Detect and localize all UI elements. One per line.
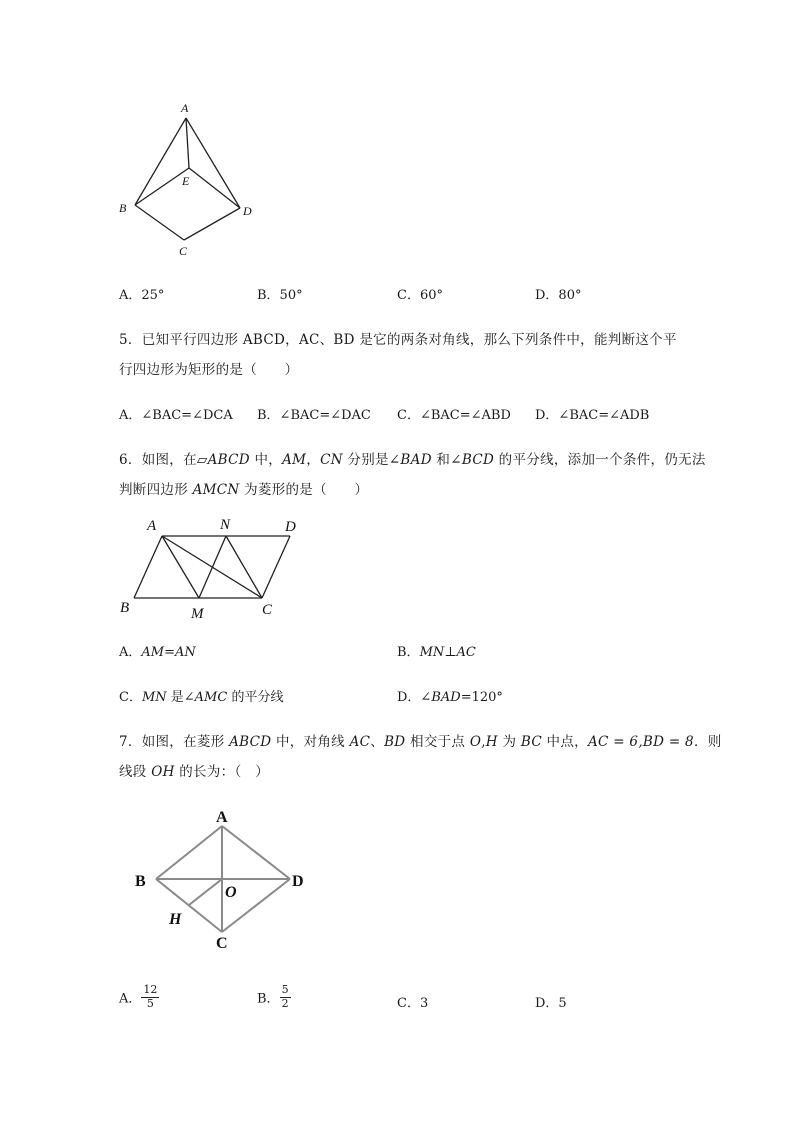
label-d: D (292, 873, 304, 890)
label-b: B (135, 873, 146, 890)
q5-option-a: A．∠BAC=∠DCA (119, 408, 233, 423)
q6-option-b: B．MN⊥AC (397, 645, 476, 660)
q6-option-c: C．MN 是∠AMC 的平分线 (119, 690, 284, 705)
q4-option-a: A．25° (119, 288, 165, 303)
label-h: H (169, 911, 182, 928)
q4-figure (110, 98, 270, 263)
label-a: A (147, 518, 157, 534)
label-n: N (220, 517, 231, 533)
q6-text-line2: 判断四边形 AMCN 为菱形的是（ ） (119, 482, 369, 498)
label-e: E (182, 174, 190, 188)
q4-option-c: C．60° (397, 288, 443, 303)
q5-option-b: B．∠BAC=∠DAC (257, 408, 371, 423)
q7-option-b: B． $\frac{5}{2}$ (257, 983, 289, 1010)
label-c: C (262, 602, 273, 618)
q6-option-d: D．∠BAD=120° (397, 690, 503, 705)
label-a: A (216, 809, 228, 826)
q5-option-d: D．∠BAC=∠ADB (535, 408, 650, 423)
q5-text-line2: 行四边形为矩形的是（ ） (119, 362, 299, 378)
q6-text-line1: 6．如图，在▱ABCD 中，AM，CN 分别是∠BAD 和∠BCD 的平分线，添加一个条件，仍无法 (119, 452, 706, 468)
q7-figure (130, 800, 320, 960)
q5-option-c: C．∠BAC=∠ABD (397, 408, 511, 423)
label-d: D (285, 519, 296, 535)
q7-option-a: A． $\frac{12}{5}$ (119, 983, 158, 1010)
label-c: C (179, 244, 188, 258)
q6-figure (112, 510, 308, 625)
q7-text-line1: 7．如图，在菱形 ABCD 中，对角线 AC、BD 相交于点 O,H 为 BC 中点，AC = 6,BD = 8．则 (119, 734, 722, 750)
label-m: M (191, 606, 204, 622)
q6-option-a: A．AM=AN (119, 645, 196, 660)
label-c: C (216, 935, 228, 952)
label-d: D (243, 204, 252, 218)
q5-text-line1: 5．已知平行四边形 ABCD，AC、BD 是它的两条对角线，那么下列条件中，能判断这个平 (119, 332, 677, 348)
label-o: O (225, 884, 237, 901)
label-b: B (119, 201, 127, 215)
label-b: B (120, 600, 130, 616)
q7-option-d: D．5 (535, 996, 567, 1011)
q7-option-c: C．3 (397, 996, 429, 1011)
q4-option-b: B．50° (257, 288, 303, 303)
q4-option-d: D．80° (535, 288, 582, 303)
label-a: A (181, 101, 189, 115)
q7-text-line2: 线段 OH 的长为：（ ） (119, 764, 270, 780)
